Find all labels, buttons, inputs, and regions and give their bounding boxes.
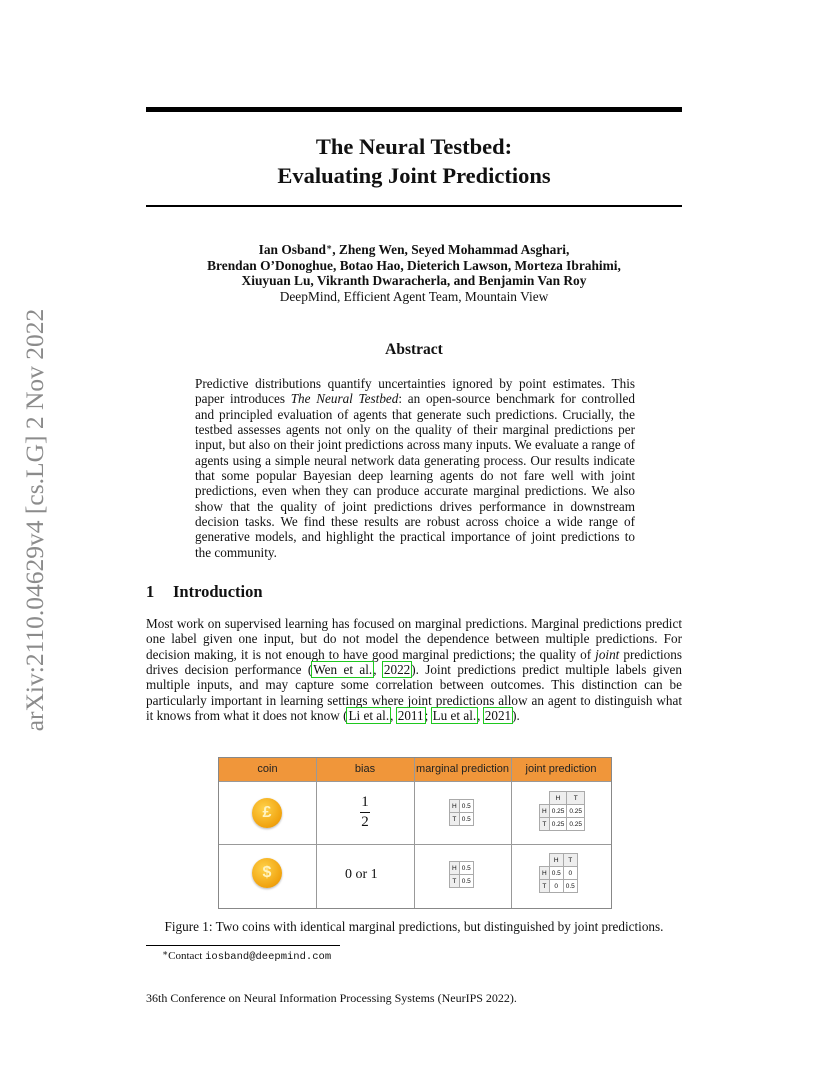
footnote (162, 950, 331, 963)
cell: 0.25 (549, 818, 567, 831)
footnote-mark: ∗ (162, 948, 169, 958)
citation-link[interactable]: 2011 (397, 708, 424, 724)
cell: 0.5 (549, 867, 563, 880)
section-heading (146, 582, 263, 602)
figure-caption: Figure 1: Two coins with identical marginal predictions, but distinguished by joint predictions. (164, 919, 664, 934)
abstract-text-1: Predictive distributions quantify uncertainties ignored by point estimates. This paper introduces (195, 376, 635, 407)
table-row (540, 805, 585, 818)
table-row (450, 862, 474, 875)
title-line-2: Evaluating Joint Predictions (277, 163, 551, 188)
cell: H (450, 862, 460, 875)
arxiv-stamp: arXiv:2110.04629v4 [cs.LG] 2 Nov 2022 (20, 308, 49, 732)
cell: T (567, 792, 585, 805)
cell (540, 792, 550, 805)
table-row (540, 880, 578, 893)
cell: 0 (549, 880, 563, 893)
author-line-1 (146, 242, 682, 258)
abstract-body (195, 376, 635, 560)
citation-link[interactable]: Wen et al. (313, 662, 373, 678)
citation-link[interactable]: 2022 (383, 662, 411, 678)
cell: T (540, 818, 550, 831)
author-first: Ian Osband (258, 242, 327, 257)
table-row (540, 818, 585, 831)
bias-fraction (355, 794, 375, 831)
cell: H (450, 800, 460, 813)
header-marginal: marginal prediction (416, 763, 509, 775)
cell: 0.5 (563, 880, 577, 893)
intro-text: , (373, 662, 383, 678)
table-row (540, 854, 578, 867)
abstract-text-2: : an open-source benchmark for controlled and principled evaluation of agents that generate such predictions. Crucially, the testbed assesses agents not only on the quality of their marginal predictions per input, but also on their joint predictions across many inputs. We evaluate a range of agents using a simple neural network data generating process. Our results indicate that some popular Bayesian deep learning agents do not fare well with joint predictions, even when they can produce accurate marginal predictions. We also show that the quality of joint predictions drives performance in downstream decision tasks. We find these results are robust across choice a wide range of generative models, and highlight the practical importance of joint predictions to the community. (195, 391, 636, 560)
intro-text: predictions drives decision performance ( (146, 646, 682, 678)
cell: T (450, 875, 460, 888)
cell: 0.5 (459, 813, 473, 826)
cell: 0.5 (459, 862, 473, 875)
intro-text: ; (424, 708, 432, 724)
fraction-bar (360, 812, 370, 813)
bias-denominator: 2 (361, 814, 369, 830)
title-top-rule (146, 107, 682, 112)
cell: 0.25 (549, 805, 567, 818)
coin-symbol: $ (262, 864, 272, 881)
conference-line: 36th Conference on Neural Information Processing Systems (NeurIPS 2022). (146, 991, 517, 1005)
cell: 0 (563, 867, 577, 880)
intro-text: ). Joint predictions predict multiple labels given multiple inputs, and may capture some correlation between outcomes. This distinction can be particularly important in learning settings where joint predictions allow an agent to distinguish what it knows from what it does not know ( (146, 662, 683, 724)
header-coin: coin (257, 763, 278, 775)
table-row (450, 813, 474, 826)
cell: 0.25 (567, 805, 585, 818)
table-row (450, 800, 474, 813)
joint-table-2 (539, 853, 578, 893)
marginal-table-2 (449, 861, 474, 888)
author-block (146, 242, 682, 304)
divider (219, 844, 611, 845)
bias-value: 0 or 1 (345, 867, 378, 882)
citation-link[interactable]: Li et al. (348, 708, 390, 724)
figure-1-table (218, 757, 612, 909)
section-number: 1 (146, 582, 155, 601)
coin-symbol: £ (262, 804, 272, 821)
author-line-2: Brendan O’Donoghue, Botao Hao, Dieterich Lawson, Morteza Ibrahimi, (207, 257, 621, 273)
dollar-coin-icon (252, 858, 282, 888)
abstract-italic: The Neural Testbed (290, 391, 399, 407)
cell: H (549, 792, 567, 805)
affiliation: DeepMind, Efficient Agent Team, Mountain View (279, 288, 549, 304)
table-row (540, 792, 585, 805)
footnote-rule (146, 945, 340, 946)
author-line-3: Xiuyuan Lu, Vikranth Dwaracherla, and Benjamin Van Roy (241, 273, 587, 288)
intro-text: ). (512, 708, 520, 724)
bias-numerator: 1 (361, 794, 369, 810)
citation-link[interactable]: Lu et al. (432, 708, 477, 724)
author-line-1-rest: , Zheng Wen, Seyed Mohammad Asghari, (332, 242, 570, 257)
table-row (540, 867, 578, 880)
table-row (450, 875, 474, 888)
intro-text: , (477, 708, 484, 724)
pound-coin-icon (252, 798, 282, 828)
intro-paragraph (146, 616, 682, 723)
cell: H (540, 867, 550, 880)
cell: 0.5 (459, 875, 473, 888)
title-bottom-rule (146, 205, 682, 207)
cell: 0.5 (459, 800, 473, 813)
footnote-mark: ∗ (326, 242, 333, 252)
paper-title (146, 132, 682, 190)
joint-table-1 (539, 791, 585, 831)
header-joint: joint prediction (525, 763, 597, 775)
abstract-heading: Abstract (385, 341, 443, 358)
section-title: Introduction (173, 582, 263, 601)
figure-header-row (219, 758, 611, 781)
title-line-1: The Neural Testbed: (315, 134, 513, 159)
cell: T (450, 813, 460, 826)
cell: T (540, 880, 550, 893)
cell: 0.25 (567, 818, 585, 831)
intro-text: Most work on supervised learning has focused on marginal predictions. Marginal predictions predict one label given one input, but do not model the dependence between multiple predictions. For decision making, it is not enough to have good marginal predictions; the quality of (146, 616, 682, 662)
citation-link[interactable]: 2021 (484, 708, 512, 724)
cell: H (540, 805, 550, 818)
cell (540, 854, 550, 867)
divider (219, 781, 611, 782)
header-bias: bias (354, 763, 376, 775)
footnote-text: Contact (168, 950, 206, 962)
intro-text: , (390, 708, 397, 724)
footnote-email[interactable]: iosband@deepmind.com (205, 951, 332, 963)
intro-italic: joint (595, 646, 620, 662)
cell: T (563, 854, 577, 867)
cell: H (549, 854, 563, 867)
marginal-table-1 (449, 799, 474, 826)
